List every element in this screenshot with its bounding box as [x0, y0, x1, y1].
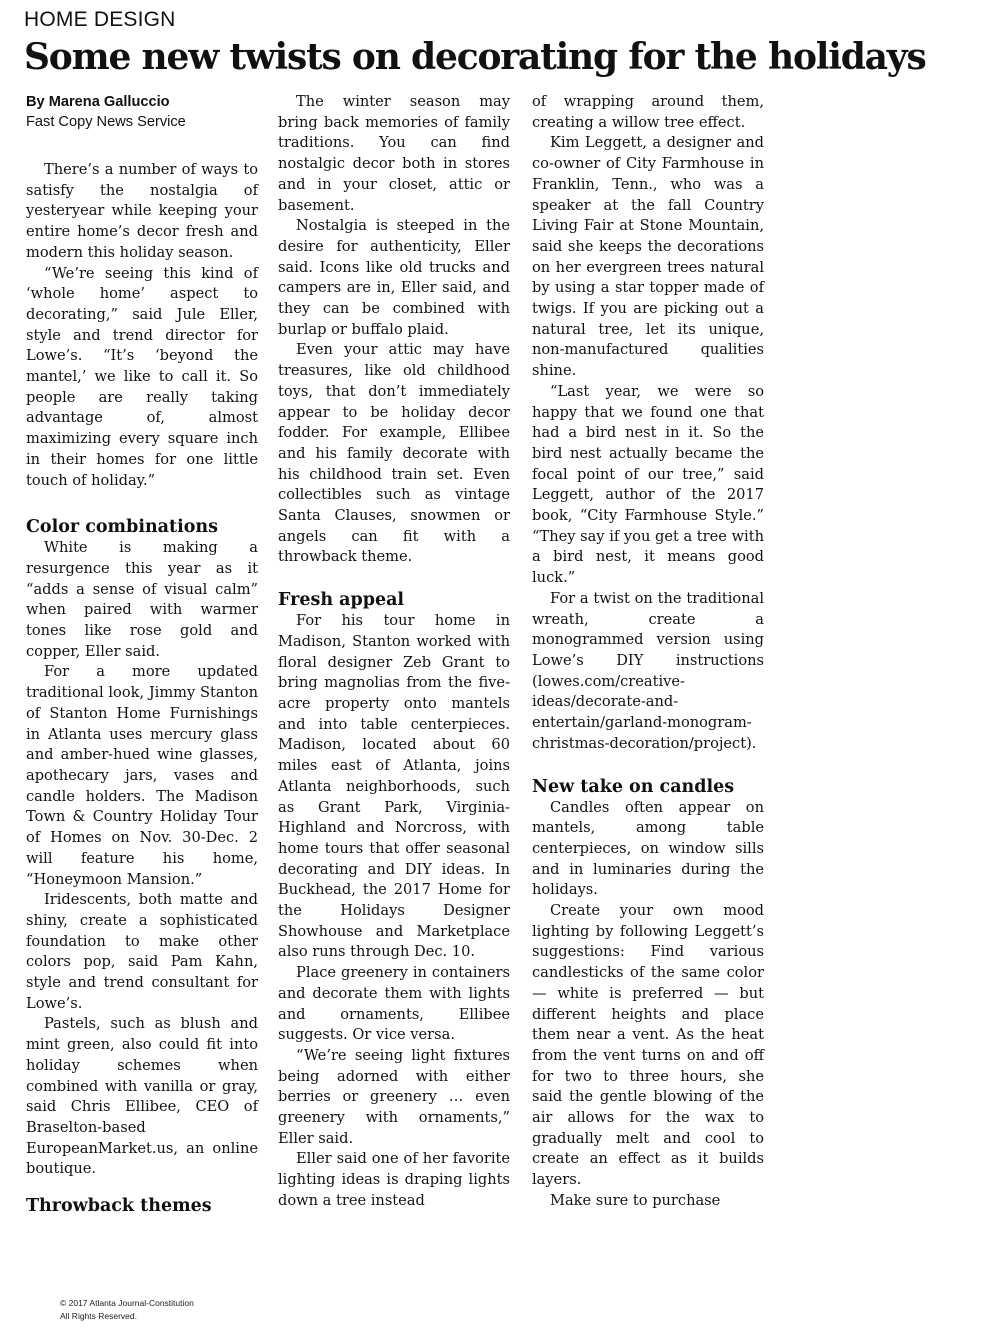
paragraph: For a twist on the traditional wreath, create a monogrammed version using Lowe’s DIY instructions (lowes.com/creative-ideas/decorate-and-entertain/garland-monogram-christmas-decoration/project). — [532, 589, 764, 752]
paragraph: White is making a resurgence this year as it “adds a sense of visual calm” when paired with warmer tones like rose gold and copper, Eller said. — [26, 539, 258, 660]
copyright-line: © 2017 Atlanta Journal-Constitution — [60, 1298, 194, 1308]
headline: Some new twists on decorating for the holidays — [24, 36, 926, 78]
article-column-2 — [278, 92, 510, 1212]
rights-line: All Rights Reserved. — [60, 1311, 138, 1321]
paragraph: For a more updated traditional look, Jimmy Stanton of Stanton Home Furnishings in Atlanta uses mercury glass and amber-hued wine glasses, apothecary jars, vases and candle holders. The Madison Town & Country Holiday Tour of Homes on Nov. 30-Dec. 2 will feature his home, “Honeymoon Mansion.” — [26, 663, 258, 888]
subhead-throwback-themes: Throwback themes — [26, 1196, 212, 1217]
paragraph: Create your own mood lighting by following Leggett’s suggestions: Find various candlesticks of the same color — white is preferred — but different heights and place them near a vent. As the heat from the vent turns on and off for two to three hours, she said the gentle blowing of the air allows for the wax to gradually melt and cool to create an effect as it builds layers. — [532, 902, 764, 1189]
news-service: Fast Copy News Service — [26, 114, 186, 130]
subhead-new-take-on-candles: New take on candles — [532, 776, 735, 797]
byline: By Marena Galluccio — [26, 94, 170, 110]
paragraph: Eller said one of her favorite lighting ideas is draping lights down a tree instead — [278, 1150, 510, 1209]
copyright-footer — [60, 1297, 194, 1323]
paragraph: Even your attic may have treasures, like old childhood toys, that don’t immediately appear to be holiday decor fodder. For example, Ellibee and his family decorate with his childhood train set. Even collectibles such as vintage Santa Clauses, snowmen or angels can fit with a throwback theme. — [278, 341, 510, 566]
paragraph: Pastels, such as blush and mint green, also could fit into holiday schemes when combined with vanilla or gray, said Chris Ellibee, CEO of Braselton-based EuropeanMarket.us, an online boutique. — [26, 1015, 258, 1178]
paragraph: “We’re seeing light fixtures being adorned with either berries or greenery … even greenery with ornaments,” Eller said. — [278, 1046, 510, 1147]
paragraph: of wrapping around them, creating a willow tree effect. — [532, 93, 764, 131]
article-column-3 — [532, 92, 764, 1212]
paragraph: “Last year, we were so happy that we found one that had a bird nest in it. So the bird nest actually became the focal point of our tree,” said Leggett, author of the 2017 book, “City Farmhouse Style.” “They say if you get a tree with a bird nest, it means good luck.” — [532, 382, 764, 587]
subhead-color-combinations: Color combinations — [26, 517, 219, 538]
subhead-fresh-appeal: Fresh appeal — [278, 590, 405, 611]
paragraph: Place greenery in containers and decorate them with lights and ornaments, Ellibee suggests. Or vice versa. — [278, 964, 510, 1044]
paragraph: Make sure to purchase — [550, 1191, 721, 1209]
paragraph: The winter season may bring back memories of family traditions. You can find nostalgic decor both in stores and in your closet, attic or basement. — [278, 93, 510, 214]
section-label: HOME DESIGN — [24, 8, 176, 31]
paragraph: Iridescents, both matte and shiny, create a sophisticated foundation to make other colors pop, said Pam Kahn, style and trend consultant for Lowe’s. — [26, 891, 258, 1012]
article-column-1 — [26, 92, 258, 1217]
paragraph: There’s a number of ways to satisfy the nostalgia of yesteryear while keeping your entire home’s decor fresh and modern this holiday season. — [26, 161, 258, 261]
paragraph: Nostalgia is steeped in the desire for authenticity, Eller said. Icons like old trucks and campers are in, Eller said, and they can be combined with burlap or buffalo plaid. — [278, 217, 510, 338]
paragraph: “We’re seeing this kind of ‘whole home’ aspect to decorating,” said Jule Eller, style and trend director for Lowe’s. “It’s ‘beyond the mantel,’ we like to call it. So people are really taking advantage of, almost maximizing every square inch in their homes for one little touch of holiday.” — [26, 264, 258, 489]
paragraph: Candles often appear on mantels, among table centerpieces, on window sills and in luminaries during the holidays. — [532, 798, 764, 899]
paragraph: For his tour home in Madison, Stanton worked with floral designer Zeb Grant to bring magnolias from the five-acre property onto mantels and into table centerpieces. Madison, located about 60 miles east of Atlanta, joins Atlanta neighborhoods, such as Grant Park, Virginia-Highland and Norcross, with home tours that offer seasonal decorating and DIY ideas. In Buckhead, the 2017 Home for the Holidays Designer Showhouse and Marketplace also runs through Dec. 10. — [278, 612, 510, 961]
paragraph: Kim Leggett, a designer and co-owner of City Farmhouse in Franklin, Tenn., who was a speaker at the fall Country Living Fair at Stone Mountain, said she keeps the decorations on her evergreen trees natural by using a star topper made of twigs. If you are picking out a natural tree, let its unique, non-manufactured qualities shine. — [532, 134, 764, 380]
